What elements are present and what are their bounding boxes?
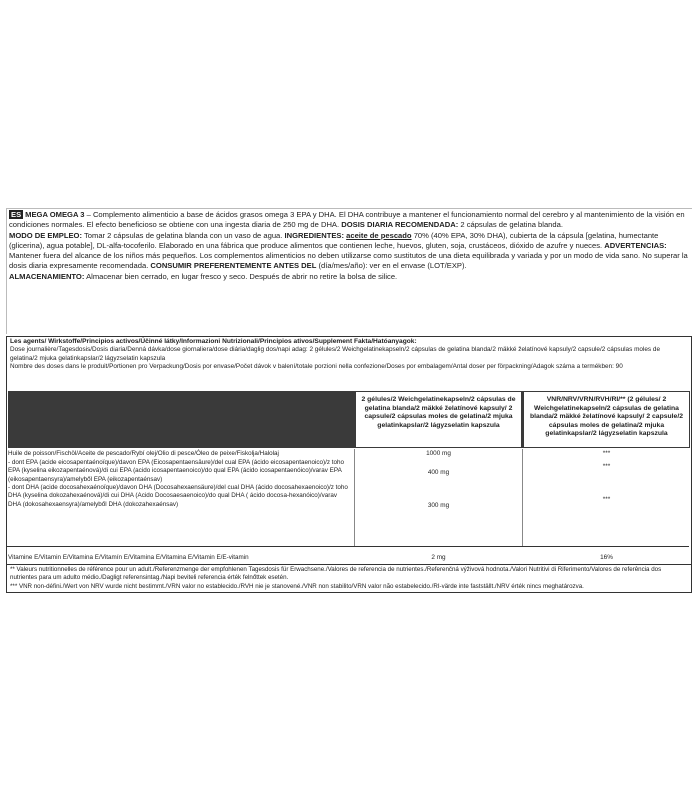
spanish-description	[6, 208, 692, 334]
ingredients-text: 70% (40% EPA, 30% DHA), cubierta de la cápsula [gelatina, humectante (glicerina), agua potable], DL-alfa-tocoferilo. Elaborado en una fábrica que produce alimentos que contienen leche, huevos, gluten, soja, crustáceos, dióxido de azufre y nueces.	[9, 230, 659, 250]
warnings-text: Mantener fuera del alcance de los niños más pequeños. Los complementos alimenticios no deben utilizarse como sustitutos de una dieta equilibrada y variada y por un modo de vida sano. No superar la dosis diaria expresamente recomendada.	[9, 251, 688, 271]
header-blank-cell	[8, 391, 354, 448]
dha-amount: 300 mg	[427, 502, 450, 509]
storage-label: ALMACENAMIENTO:	[9, 271, 85, 281]
table-body	[8, 449, 690, 546]
vitamin-e-amount: 2 mg	[431, 554, 446, 561]
row-divider	[7, 546, 689, 547]
fish-oil-nrv: ***	[602, 450, 611, 457]
usage-label: MODO DE EMPLEO:	[9, 230, 82, 240]
footnote-divider	[7, 564, 691, 565]
warnings-label: ADVERTENCIAS:	[604, 240, 667, 250]
vitamin-e-row	[8, 554, 690, 564]
header-nrv-cell: VNR/NRV/VRN/RVH/RI/** (2 gélules/ 2 Weichgelatinekapseln/2 cápsulas de gelatina blanda/2 mäkké želatínové kapsuly/ 2 capsule/2 cápsulas moles de gelatina/2 mjuka gelatinkapslar/2 lágyzselatin kapszula	[523, 391, 690, 448]
footnote-reference-values: ** Valeurs nutritionnelles de référence pour un adult./Referenzmenge der empfohlenen Tagesdosis für Erwachsene./Valores de referencia de nutrientes./Referenčná výživová hodnota./Valori Nutritivi di Riferimento/Valores de referência dos nutrientes para um adulto médio./Dagligt referensintag./Napi beviteli referencia érték felnőttek esetén.	[10, 566, 662, 582]
dose-label: DOSIS DIARIA RECOMENDADA:	[341, 220, 459, 230]
vitamin-e-name: Vitamine E/Vitamin E/Vitamina E/Vitamín E/Vitamina E/Vitamina E/Vitamin E/E-vitamin	[8, 554, 249, 561]
footnotes	[10, 566, 688, 591]
servings-line: Nombre des doses dans le produit/Portionen pro Verpackung/Dosis por envase/Počet dávok v balení/totale porzioni nella confezione/Doses por embalagem/Antal doser per förpackning/Adagok száma a termékben: 90	[10, 363, 623, 371]
fish-oil-name: Huile de poisson/Fischöl/Aceite de pescado/Rybí olej/Olio di pesce/Óleo de peixe/Fiskolja/Halolaj	[8, 450, 279, 457]
table-header-row	[8, 391, 690, 448]
vitamin-e-nrv: 16%	[600, 554, 613, 561]
fish-oil-amount: 1000 mg	[426, 450, 451, 457]
dha-name: - dont DHA (acide docosahexaénoïque)/davon DHA (Docosahexaensäure)/del cual DHA (ácido docosahexaenoico)/z toho DHA (kyselina dokozahexaénová)/di cui DHA (Acido Docosaesaenoico)/do qual DHA ( ácido docosa-hexanóico)/varav DHA (dokosahexaensyra)/amelyből DHA (dokozahexaénsav)	[8, 484, 348, 508]
usage-text: Tomar 2 cápsulas de gelatina blanda con un vaso de agua.	[82, 230, 285, 240]
dha-nrv: ***	[602, 496, 611, 503]
product-intro: – Complemento alimenticio a base de ácidos grasos omega 3 EPA y DHA. El DHA contribuye a mantener el funcionamiento normal del cerebro y al mantenimiento de la visión en condiciones normales. El efecto beneficioso se obtiene con una ingesta diaria de 250 mg de DHA.	[9, 210, 685, 230]
header-amount-cell: 2 gélules/2 Weichgelatinekapseln/2 cápsulas de gelatina blanda/2 mäkké želatínové kapsuly/ 2 capsule/2 cápsulas moles de gelatina/2 mjuka gelatinkapslar/2 lágyzselatin kapszula	[355, 391, 522, 448]
nutrition-table	[6, 336, 692, 593]
dose-text: 2 cápsulas de gelatina blanda.	[458, 220, 563, 230]
column-divider	[354, 449, 355, 546]
epa-nrv: ***	[602, 463, 611, 470]
ingredients-label: INGREDIENTES:	[284, 230, 345, 240]
epa-name: - dont EPA (acide eicosapentaénoïque)/davon EPA (Eicosapentaensäure)/del cual EPA (ácido eicosapentaenoico)/z toho EPA (kyselina eikozapentaénová)/di cui EPA (acido icosapentaenoico)/do qual EPA (ácido icosapentaenóico)/varav EPA (eikosapentaensyra)/amelyből EPA (eikozapentaénsav)	[8, 459, 345, 483]
agents-title: Les agents/ Wirkstoffe/Principios activos/Účinné látky/Informazioni Nutrizionali/Principios ativos/Supplement Fakta/Hatóanyagok:	[10, 338, 417, 345]
agents-section	[7, 337, 691, 389]
daily-dose-line: Dose journalière/Tagesdosis/Dosis diaria/Denná dávka/dose giornaliera/dose diária/daglig dos/napi adag: 2 gélules/2 Weichgelatinekapseln/2 cápsulas de gelatina blanda/2 mäkké želatínové kapsuly/2 capsule/2 cápsulas moles de gelatina/2 mjuka gelatinkapslar/2 lágyzselatin kapszula	[10, 346, 661, 362]
storage-text: Almacenar bien cerrado, en lugar fresco y seco. Después de abrir no retire la bolsa de silice.	[84, 271, 398, 281]
product-name: MEGA OMEGA 3	[25, 210, 85, 219]
footnote-nrv-undefined: *** VNR non-défini./Wert von NRV wurde nicht bestimmt./VRN valor no establecido./RVH nie je stanovené./VNR non stabilito/VRN valor não estabelecido./RI-värde inte fastställt./NRV érték nincs meghatározva.	[10, 582, 584, 590]
ingredients-highlight: aceite de pescado	[346, 230, 412, 240]
supplement-label	[6, 208, 694, 593]
bestbefore-text: (día/mes/año): ver en el envase (LOT/EXP).	[316, 261, 467, 271]
epa-amount: 400 mg	[427, 469, 450, 476]
language-badge: ES	[11, 210, 22, 219]
bestbefore-label: CONSUMIR PREFERENTEMENTE ANTES DEL	[150, 261, 317, 271]
